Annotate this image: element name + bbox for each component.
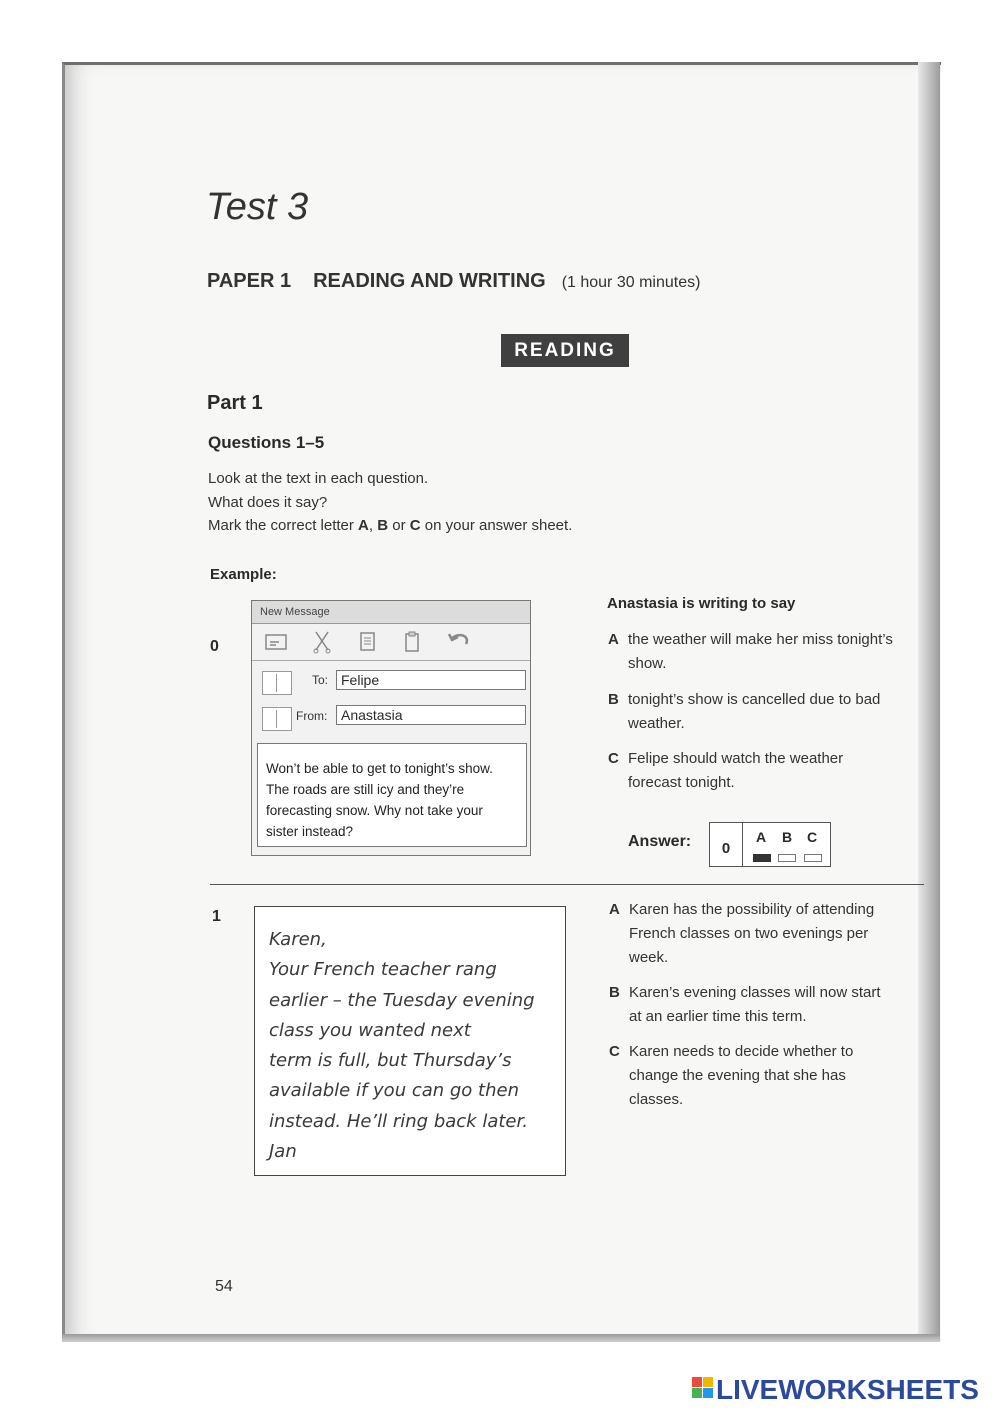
note-line: term is full, but Thursday’s: [269, 1050, 512, 1072]
instruction-text: ,: [368, 517, 378, 534]
instruction-line: Look at the text in each question.: [208, 470, 429, 487]
option-line: Karen has the possibility of attending: [629, 901, 875, 918]
example-option-c: [608, 747, 928, 797]
email-window-title: New Message: [252, 601, 530, 624]
answer-number: 0: [710, 823, 743, 866]
instruction-text: Mark the correct letter: [208, 517, 359, 534]
letter-c: C: [409, 517, 421, 534]
paper-heading: [207, 270, 700, 293]
question1-option-b: [609, 981, 921, 1031]
question-number: 1: [212, 908, 221, 925]
option-line: week.: [629, 949, 669, 966]
questions-heading: Questions 1–5: [208, 433, 325, 452]
from-label: From:: [296, 709, 328, 723]
to-label: To:: [312, 673, 329, 687]
answer-letter-a: A: [756, 829, 767, 845]
liveworksheets-logo-icon: [692, 1377, 714, 1399]
paste-icon: [400, 630, 424, 654]
option-line: Karen’s evening classes will now start: [629, 984, 881, 1001]
answer-mark-a-selected: [753, 854, 771, 862]
section-divider: [210, 884, 924, 885]
letter-a: A: [358, 517, 369, 534]
example-option-a: [608, 628, 928, 678]
liveworksheets-logo-text: LIVEWORKSHEETS: [716, 1374, 979, 1405]
address-book-icon: [262, 707, 292, 731]
address-book-icon: [262, 671, 292, 695]
option-line: weather.: [628, 715, 685, 732]
option-line: tonight’s show is cancelled due to bad: [628, 691, 881, 708]
option-line: at an earlier time this term.: [629, 1008, 807, 1025]
example-label: Example:: [210, 566, 277, 583]
example-option-b: [608, 688, 928, 738]
option-line: Felipe should watch the weather: [628, 750, 844, 767]
send-icon: [264, 630, 288, 654]
option-letter: C: [608, 750, 619, 767]
option-line: forecast tonight.: [628, 774, 735, 791]
example-number: 0: [210, 638, 219, 655]
question1-option-c: [609, 1040, 921, 1114]
note-line: class you wanted next: [269, 1019, 471, 1041]
paper-duration: (1 hour 30 minutes): [561, 274, 701, 291]
option-line: French classes on two evenings per: [629, 925, 869, 942]
option-line: show.: [628, 655, 667, 672]
answer-label: Answer:: [628, 833, 692, 850]
question1-option-a: [609, 898, 921, 972]
answer-letter-b: B: [782, 829, 793, 845]
email-message: [266, 758, 522, 842]
option-line: classes.: [629, 1091, 684, 1108]
cut-icon: [310, 630, 334, 654]
from-field: Anastasia: [336, 705, 526, 725]
option-line: Karen needs to decide whether to: [629, 1043, 854, 1060]
answer-mark-c: [804, 854, 822, 862]
option-line: the weather will make her miss tonight’s: [628, 631, 893, 648]
to-field: Felipe: [336, 670, 526, 690]
test-title: Test 3: [206, 186, 309, 228]
example-prompt: Anastasia is writing to say: [607, 595, 796, 612]
note-line: earlier – the Tuesday evening: [269, 989, 535, 1011]
email-window: [251, 600, 531, 856]
option-line: change the evening that she has: [629, 1067, 846, 1084]
page-number: 54: [215, 1278, 233, 1295]
part-heading: Part 1: [207, 392, 263, 414]
paper-name: READING AND WRITING: [313, 270, 546, 292]
option-letter: C: [609, 1043, 620, 1060]
note-line: available if you can go then: [269, 1080, 519, 1102]
note-line: Jan: [269, 1141, 297, 1163]
instruction-line: [208, 517, 572, 534]
note-line: instead. He’ll ring back later.: [269, 1110, 528, 1132]
message-line: forecasting snow. Why not take your: [266, 803, 483, 818]
option-letter: B: [608, 691, 619, 708]
option-letter: B: [609, 984, 620, 1001]
email-message-box: [257, 743, 527, 847]
undo-icon: [446, 630, 470, 654]
note-line: Your French teacher rang: [269, 959, 497, 981]
message-line: Won’t be able to get to tonight’s show.: [266, 761, 493, 776]
reading-banner: READING: [501, 334, 629, 367]
instruction-line: What does it say?: [208, 494, 328, 511]
option-letter: A: [609, 901, 620, 918]
answer-box: [709, 822, 831, 867]
instruction-text: on your answer sheet.: [420, 517, 573, 534]
answer-mark-b: [778, 854, 796, 862]
answer-letter-c: C: [807, 829, 818, 845]
message-line: sister instead?: [266, 824, 354, 839]
handwritten-note: [254, 906, 566, 1176]
message-line: The roads are still icy and they’re: [266, 782, 465, 797]
paper-label: PAPER 1: [207, 270, 292, 292]
email-toolbar: [252, 624, 530, 661]
note-line: Karen,: [269, 929, 327, 950]
letter-b: B: [377, 517, 389, 534]
instruction-text: or: [388, 517, 410, 534]
option-letter: A: [608, 631, 619, 648]
copy-icon: [356, 630, 380, 654]
page-shadow-bottom: [62, 1334, 940, 1342]
